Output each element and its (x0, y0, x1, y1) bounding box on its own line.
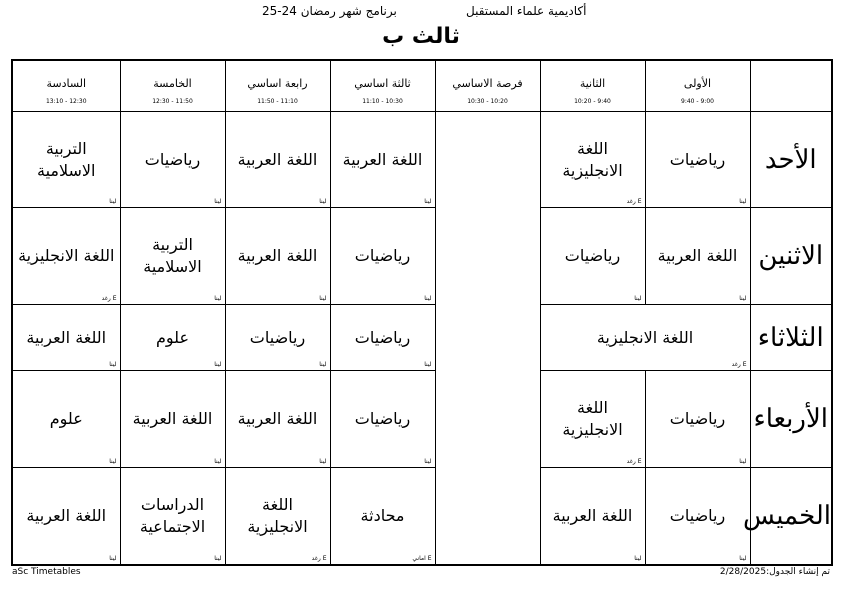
lesson-teacher: لينا (739, 198, 747, 206)
lesson-cell (540, 112, 645, 208)
day-label: الثلاثاء (750, 304, 832, 370)
lesson-subject: اللغة العربية (552, 505, 633, 525)
lesson-cell (540, 467, 645, 565)
lesson-subject: اللغة الانجليزية (562, 398, 623, 440)
period-name: الأولى (683, 77, 712, 90)
period-name: السادسة (46, 77, 87, 90)
lesson-cell (330, 467, 435, 565)
lesson-teacher: E رغد (626, 198, 642, 206)
footer-created-date: تم إنشاء الجدول:2/28/2025 (719, 567, 830, 577)
lesson-cell (120, 304, 225, 370)
lesson-subject: اللغة العربية (657, 246, 738, 266)
lesson-teacher: لينا (319, 294, 327, 302)
lesson-cell (120, 208, 225, 304)
school-name: أكاديمية علماء المستقبل (466, 4, 587, 18)
lesson-teacher: لينا (634, 294, 642, 302)
lesson-teacher: لينا (214, 198, 222, 206)
lesson-subject: رياضيات (354, 327, 411, 347)
lesson-cell (225, 208, 330, 304)
lesson-teacher: E رغد (731, 361, 747, 369)
lesson-cell (330, 304, 435, 370)
lesson-teacher: لينا (424, 198, 432, 206)
lesson-subject: رياضيات (354, 409, 411, 429)
day-label: الأحد (750, 112, 832, 208)
lesson-cell (540, 371, 645, 467)
lesson-teacher: لينا (214, 361, 222, 369)
lesson-subject: رياضيات (669, 505, 726, 525)
period-name: الثانية (579, 77, 606, 90)
lesson-teacher: لينا (214, 294, 222, 302)
lesson-subject: رياضيات (354, 246, 411, 266)
period-header (120, 60, 225, 112)
lesson-cell (330, 208, 435, 304)
lesson-subject: علوم (49, 409, 83, 429)
lesson-teacher: E اماني (412, 555, 432, 562)
period-name: الخامسة (153, 77, 192, 90)
lesson-cell (645, 112, 750, 208)
period-time: 11:10 - 11:50 (257, 98, 298, 105)
day-row (12, 467, 832, 565)
period-time: 12:30 - 13:10 (45, 98, 87, 105)
lesson-subject: رياضيات (669, 409, 726, 429)
lesson-cell (120, 371, 225, 467)
timetable (11, 59, 833, 566)
lesson-teacher: لينا (739, 457, 747, 465)
break-column (435, 112, 540, 566)
period-time: 11:50 - 12:30 (152, 98, 193, 105)
lesson-cell (225, 112, 330, 208)
lesson-teacher: لينا (319, 457, 327, 465)
period-header (225, 60, 330, 112)
lesson-subject: رياضيات (669, 149, 726, 169)
lesson-teacher: لينا (739, 555, 747, 562)
lesson-cell (540, 208, 645, 304)
period-header (645, 60, 750, 112)
lesson-cell (12, 467, 120, 565)
lesson-cell (330, 112, 435, 208)
period-time: 9:40 - 10:20 (574, 98, 611, 105)
day-label: الخميس (750, 467, 832, 565)
lesson-cell (225, 467, 330, 565)
lesson-teacher: لينا (109, 198, 117, 206)
lesson-subject: اللغة العربية (237, 409, 318, 429)
lesson-teacher: لينا (424, 457, 432, 465)
lesson-subject: اللغة الانجليزية (247, 494, 308, 536)
page-header (0, 4, 842, 24)
period-header (540, 60, 645, 112)
lesson-subject: اللغة الانجليزية (18, 246, 115, 266)
lesson-subject: محادثة (360, 505, 405, 525)
lesson-cell (645, 371, 750, 467)
day-row (12, 304, 832, 370)
lesson-teacher: لينا (634, 555, 642, 562)
lesson-cell (12, 208, 120, 304)
corner-cell (750, 60, 832, 112)
lesson-teacher: E رغد (626, 457, 642, 465)
period-header (12, 60, 120, 112)
class-title: ثالث ب (382, 24, 460, 49)
lesson-subject: اللغة العربية (26, 505, 107, 525)
day-row (12, 208, 832, 304)
footer-brand: aSc Timetables (12, 567, 81, 577)
period-header (330, 60, 435, 112)
periods-header-row (12, 60, 832, 112)
lesson-subject: التربية الاسلامية (143, 235, 202, 277)
lesson-teacher: لينا (109, 361, 117, 369)
lesson-subject: علوم (155, 327, 189, 347)
period-time: 10:30 - 11:10 (362, 98, 403, 105)
lesson-cell (540, 304, 750, 370)
lesson-cell (645, 208, 750, 304)
day-label: الأربعاء (750, 371, 832, 467)
lesson-subject: اللغة العربية (237, 246, 318, 266)
lesson-subject: اللغة العربية (342, 149, 423, 169)
lesson-teacher: E رغد (101, 294, 117, 302)
period-time: 10:20 - 10:30 (467, 98, 508, 105)
lesson-subject: اللغة العربية (132, 409, 213, 429)
lesson-cell (12, 371, 120, 467)
period-time: 9:00 - 9:40 (681, 98, 714, 105)
lesson-teacher: لينا (214, 555, 222, 562)
lesson-cell (645, 467, 750, 565)
lesson-teacher: لينا (109, 555, 117, 562)
program-name: برنامج شهر رمضان 24-25 (262, 4, 397, 18)
lesson-subject: اللغة العربية (26, 327, 107, 347)
lesson-teacher: E رغد (311, 555, 327, 562)
period-name: ثالثة اساسي (354, 77, 411, 90)
lesson-cell (120, 112, 225, 208)
day-row (12, 112, 832, 208)
lesson-subject: الدراسات الاجتماعية (139, 494, 206, 536)
lesson-cell (225, 371, 330, 467)
lesson-teacher: لينا (319, 198, 327, 206)
lesson-cell (120, 467, 225, 565)
day-label: الاثنين (750, 208, 832, 304)
lesson-teacher: لينا (424, 294, 432, 302)
lesson-subject: اللغة الانجليزية (562, 138, 623, 180)
lesson-subject: رياضيات (249, 327, 306, 347)
lesson-teacher: لينا (319, 361, 327, 369)
period-name: فرصة الاساسي (452, 77, 523, 90)
lesson-cell (12, 304, 120, 370)
lesson-teacher: لينا (109, 457, 117, 465)
lesson-cell (12, 112, 120, 208)
lesson-teacher: لينا (214, 457, 222, 465)
lesson-subject: اللغة العربية (237, 149, 318, 169)
lesson-teacher: لينا (739, 294, 747, 302)
period-header (435, 60, 540, 112)
lesson-cell (330, 371, 435, 467)
day-row (12, 371, 832, 467)
period-name: رابعة اساسي (247, 77, 308, 90)
lesson-cell (225, 304, 330, 370)
lesson-teacher: لينا (424, 361, 432, 369)
lesson-subject: التربية الاسلامية (37, 138, 96, 180)
lesson-subject: رياضيات (564, 246, 621, 266)
lesson-subject: اللغة الانجليزية (596, 327, 694, 347)
lesson-subject: رياضيات (144, 149, 201, 169)
